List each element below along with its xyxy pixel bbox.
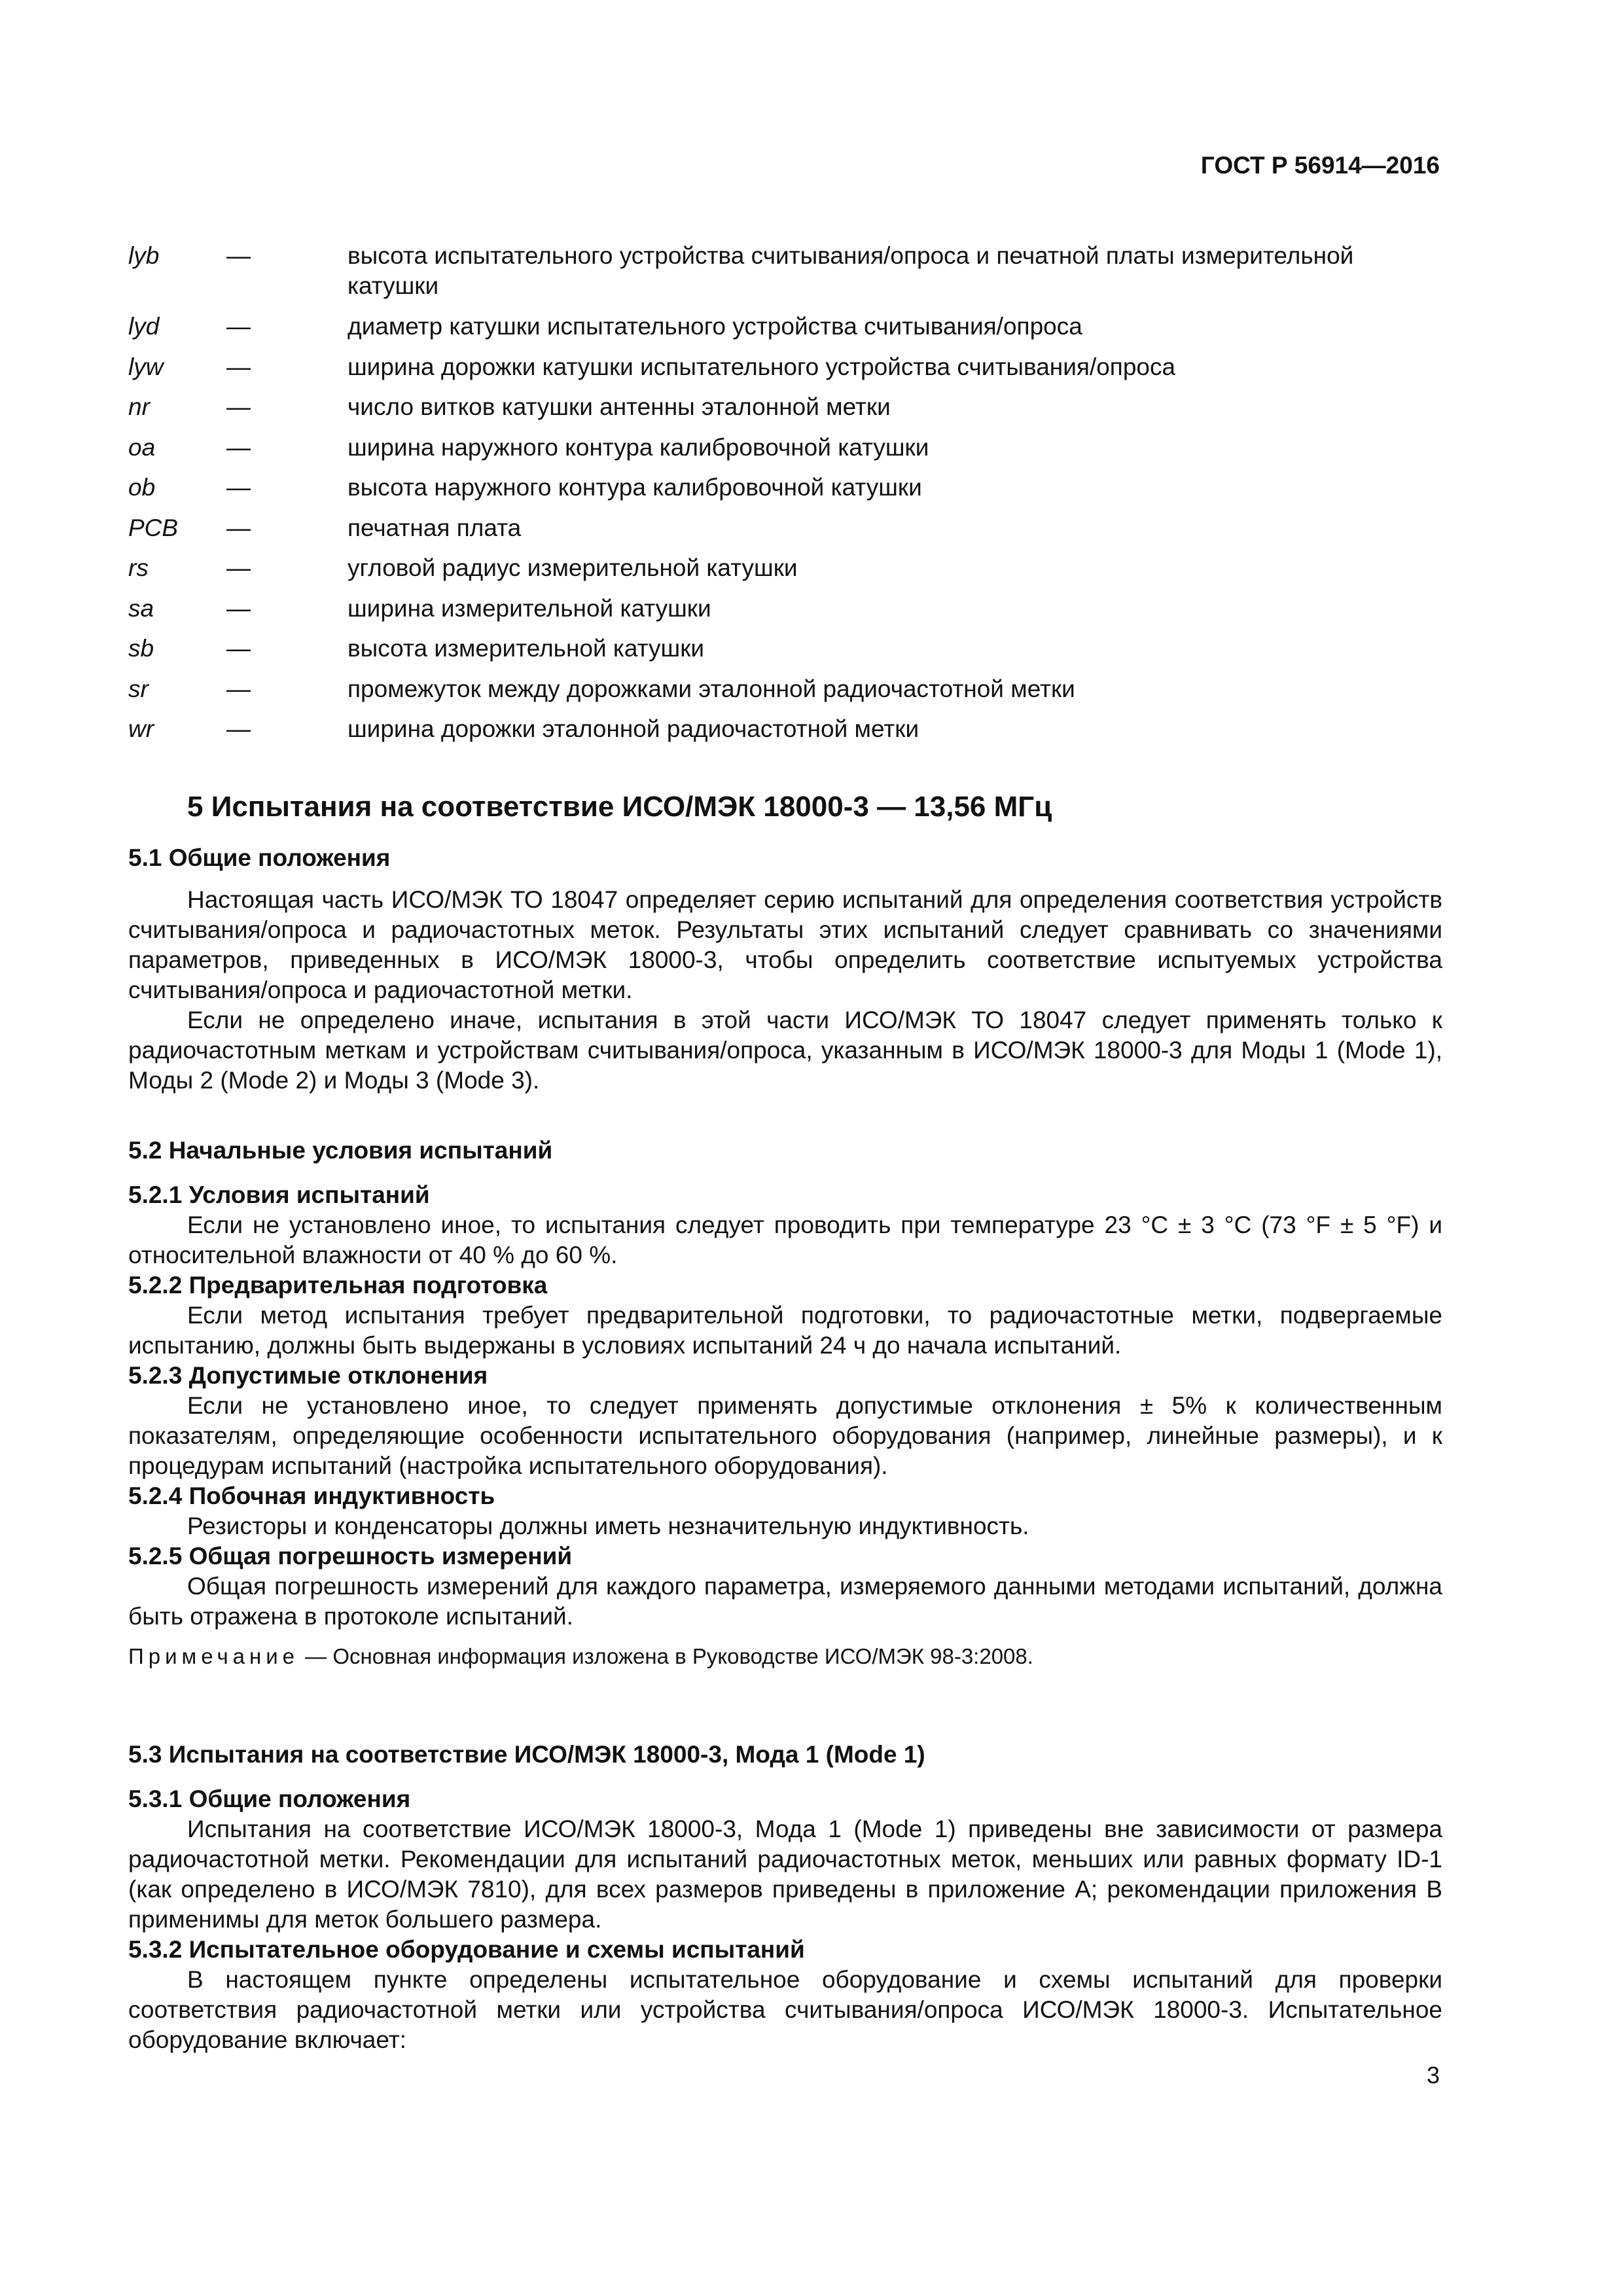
abbreviation-row [128, 433, 1437, 473]
abbreviation-dash: — [226, 594, 251, 622]
abbreviation-definition: высота измерительной катушки [348, 635, 705, 662]
paragraph: Общая погрешность измерений для каждого параметра, измеряемого данными методами испытаний, должна быть отражена в протоколе испытаний. [128, 1573, 1442, 1630]
abbreviation-dash: — [226, 514, 251, 541]
paragraph: В настоящем пункте определены испытательное оборудование и схемы испытаний для проверки соответствия радиочастотной метки или устройства считывания/опроса ИСО/МЭК 18000-3. Испытательное оборудование включает: [128, 1966, 1442, 2053]
note-label: Примечание [128, 1644, 300, 1668]
abbreviation-row [128, 513, 1437, 554]
abbreviation-term: sa [128, 594, 154, 622]
abbreviation-dash: — [226, 393, 251, 420]
paragraph: Если метод испытания требует предварительной подготовки, то радиочастотные метки, подвергаемые испытанию, должны быть выдержаны в условиях испытаний 24 ч до начала испытаний. [128, 1302, 1442, 1359]
abbreviation-row [128, 714, 1437, 755]
abbreviation-row [128, 312, 1437, 352]
abbreviation-dash: — [226, 353, 251, 380]
paragraph: Настоящая часть ИСО/МЭК ТО 18047 определяет серию испытаний для определения соответствия устройств считывания/опроса и радиочастотных меток. Результаты этих испытаний следует сравнивать со значениями параметров, приведенных в ИСО/МЭК 18000-3, чтобы определить соответствие испытуемых устройства считывания/опроса и радиочастотной метки. [128, 886, 1442, 1003]
abbreviation-row [128, 553, 1437, 594]
abbreviation-term: PCB [128, 514, 179, 541]
page-number: 3 [1426, 2062, 1440, 2089]
abbreviation-dash: — [226, 715, 251, 742]
paragraph: Если не определено иначе, испытания в этой части ИСО/МЭК ТО 18047 следует применять только к радиочастотным меткам и устройствам считывания/опроса, указанным в ИСО/МЭК 18000-3 для Моды 1 (Mode 1), Моды 2 (Mode 2) и Моды 3 (Mode 3). [128, 1007, 1442, 1094]
abbreviation-row [128, 674, 1437, 715]
subsection-heading: 5.2.4 Побочная индуктивность [128, 1482, 495, 1509]
abbreviation-definition: ширина измерительной катушки [348, 594, 711, 622]
abbreviation-term: lyb [128, 242, 160, 269]
abbreviation-term: nr [128, 393, 150, 420]
abbreviation-term: sb [128, 635, 154, 662]
abbreviation-dash: — [226, 554, 251, 581]
note [128, 1642, 1442, 1671]
abbreviation-definition: высота наружного контура калибровочной катушки [348, 474, 922, 501]
section-5-1 [128, 843, 1442, 1096]
abbreviation-term: lyd [128, 313, 160, 340]
abbreviation-dash: — [226, 675, 251, 702]
subsection-heading: 5.2.2 Предварительная подготовка [128, 1272, 548, 1299]
abbreviation-definition: диаметр катушки испытательного устройства считывания/опроса [348, 313, 1082, 340]
abbreviation-definition: ширина наружного контура калибровочной катушки [348, 433, 929, 461]
subsection-heading: 5.3.2 Испытательное оборудование и схемы испытаний [128, 1936, 805, 1963]
abbreviation-dash: — [226, 474, 251, 501]
abbreviation-term: oa [128, 433, 156, 461]
abbreviation-list [128, 241, 1437, 755]
abbreviation-term: lyw [128, 353, 164, 380]
subsection-heading: 5.1 Общие положения [128, 844, 391, 871]
abbreviation-term: sr [128, 675, 149, 702]
abbreviation-row [128, 473, 1437, 513]
subsection-heading: 5.2.1 Условия испытаний [128, 1181, 430, 1208]
abbreviation-dash: — [226, 242, 251, 269]
section-title: 5 Испытания на соответствие ИСО/МЭК 18000-3 — 13,56 МГц [187, 791, 1052, 823]
abbreviation-definition: промежуток между дорожками эталонной радиочастотной метки [348, 675, 1075, 702]
abbreviation-dash: — [226, 433, 251, 461]
subsection-heading: 5.3 Испытания на соответствие ИСО/МЭК 18000-3, Мода 1 (Mode 1) [128, 1741, 925, 1768]
abbreviation-term: wr [128, 715, 154, 742]
paragraph: Резисторы и конденсаторы должны иметь незначительную индуктивность. [187, 1513, 1029, 1539]
abbreviation-row [128, 241, 1437, 312]
section-5-2 [128, 1136, 1442, 1671]
abbreviation-row [128, 634, 1437, 674]
abbreviation-definition: ширина дорожки эталонной радиочастотной метки [348, 715, 919, 742]
subsection-heading: 5.3.1 Общие положения [128, 1785, 411, 1812]
abbreviation-dash: — [226, 313, 251, 340]
abbreviation-term: ob [128, 474, 156, 501]
abbreviation-row [128, 392, 1437, 433]
abbreviation-row [128, 352, 1437, 393]
abbreviation-dash: — [226, 635, 251, 662]
subsection-heading: 5.2.5 Общая погрешность измерений [128, 1543, 573, 1570]
section-5-3 [128, 1740, 1442, 2055]
paragraph: Если не установлено иное, то испытания следует проводить при температуре 23 °С ± 3 °С (73 °F ± 5 °F) и относительной влажности от 40 % до 60 %. [128, 1211, 1442, 1268]
abbreviation-definition: число витков катушки антенны эталонной метки [348, 393, 891, 420]
paragraph: Если не установлено иное, то следует применять допустимые отклонения ± 5% к количественным показателям, определяющие особенности испытательного оборудования (например, линейные размеры), и к процедурам испытаний (настройка испытательного оборудования). [128, 1392, 1442, 1479]
paragraph: Испытания на соответствие ИСО/МЭК 18000-3, Мода 1 (Mode 1) приведены вне зависимости от размера радиочастотной метки. Рекомендации для испытаний радиочастотных меток, меньших или равных формату ID-1 (как определено в ИСО/МЭК 7810), для всех размеров приведены в приложение А; рекомендации приложения В применимы для меток большего размера. [128, 1816, 1442, 1933]
abbreviation-definition: ширина дорожки катушки испытательного устройства считывания/опроса [348, 353, 1176, 380]
abbreviation-row [128, 594, 1437, 634]
note-text: — Основная информация изложена в Руководстве ИСО/МЭК 98-3:2008. [299, 1644, 1033, 1668]
subsection-heading: 5.2 Начальные условия испытаний [128, 1137, 553, 1164]
subsection-heading: 5.2.3 Допустимые отклонения [128, 1362, 488, 1389]
document-header: ГОСТ Р 56914—2016 [1200, 152, 1440, 179]
abbreviation-definition: высота испытательного устройства считывания/опроса и печатной платы измерительной катушки [348, 242, 1354, 299]
abbreviation-definition: угловой радиус измерительной катушки [348, 554, 798, 581]
abbreviation-term: rs [128, 554, 149, 581]
abbreviation-definition: печатная плата [348, 514, 522, 541]
